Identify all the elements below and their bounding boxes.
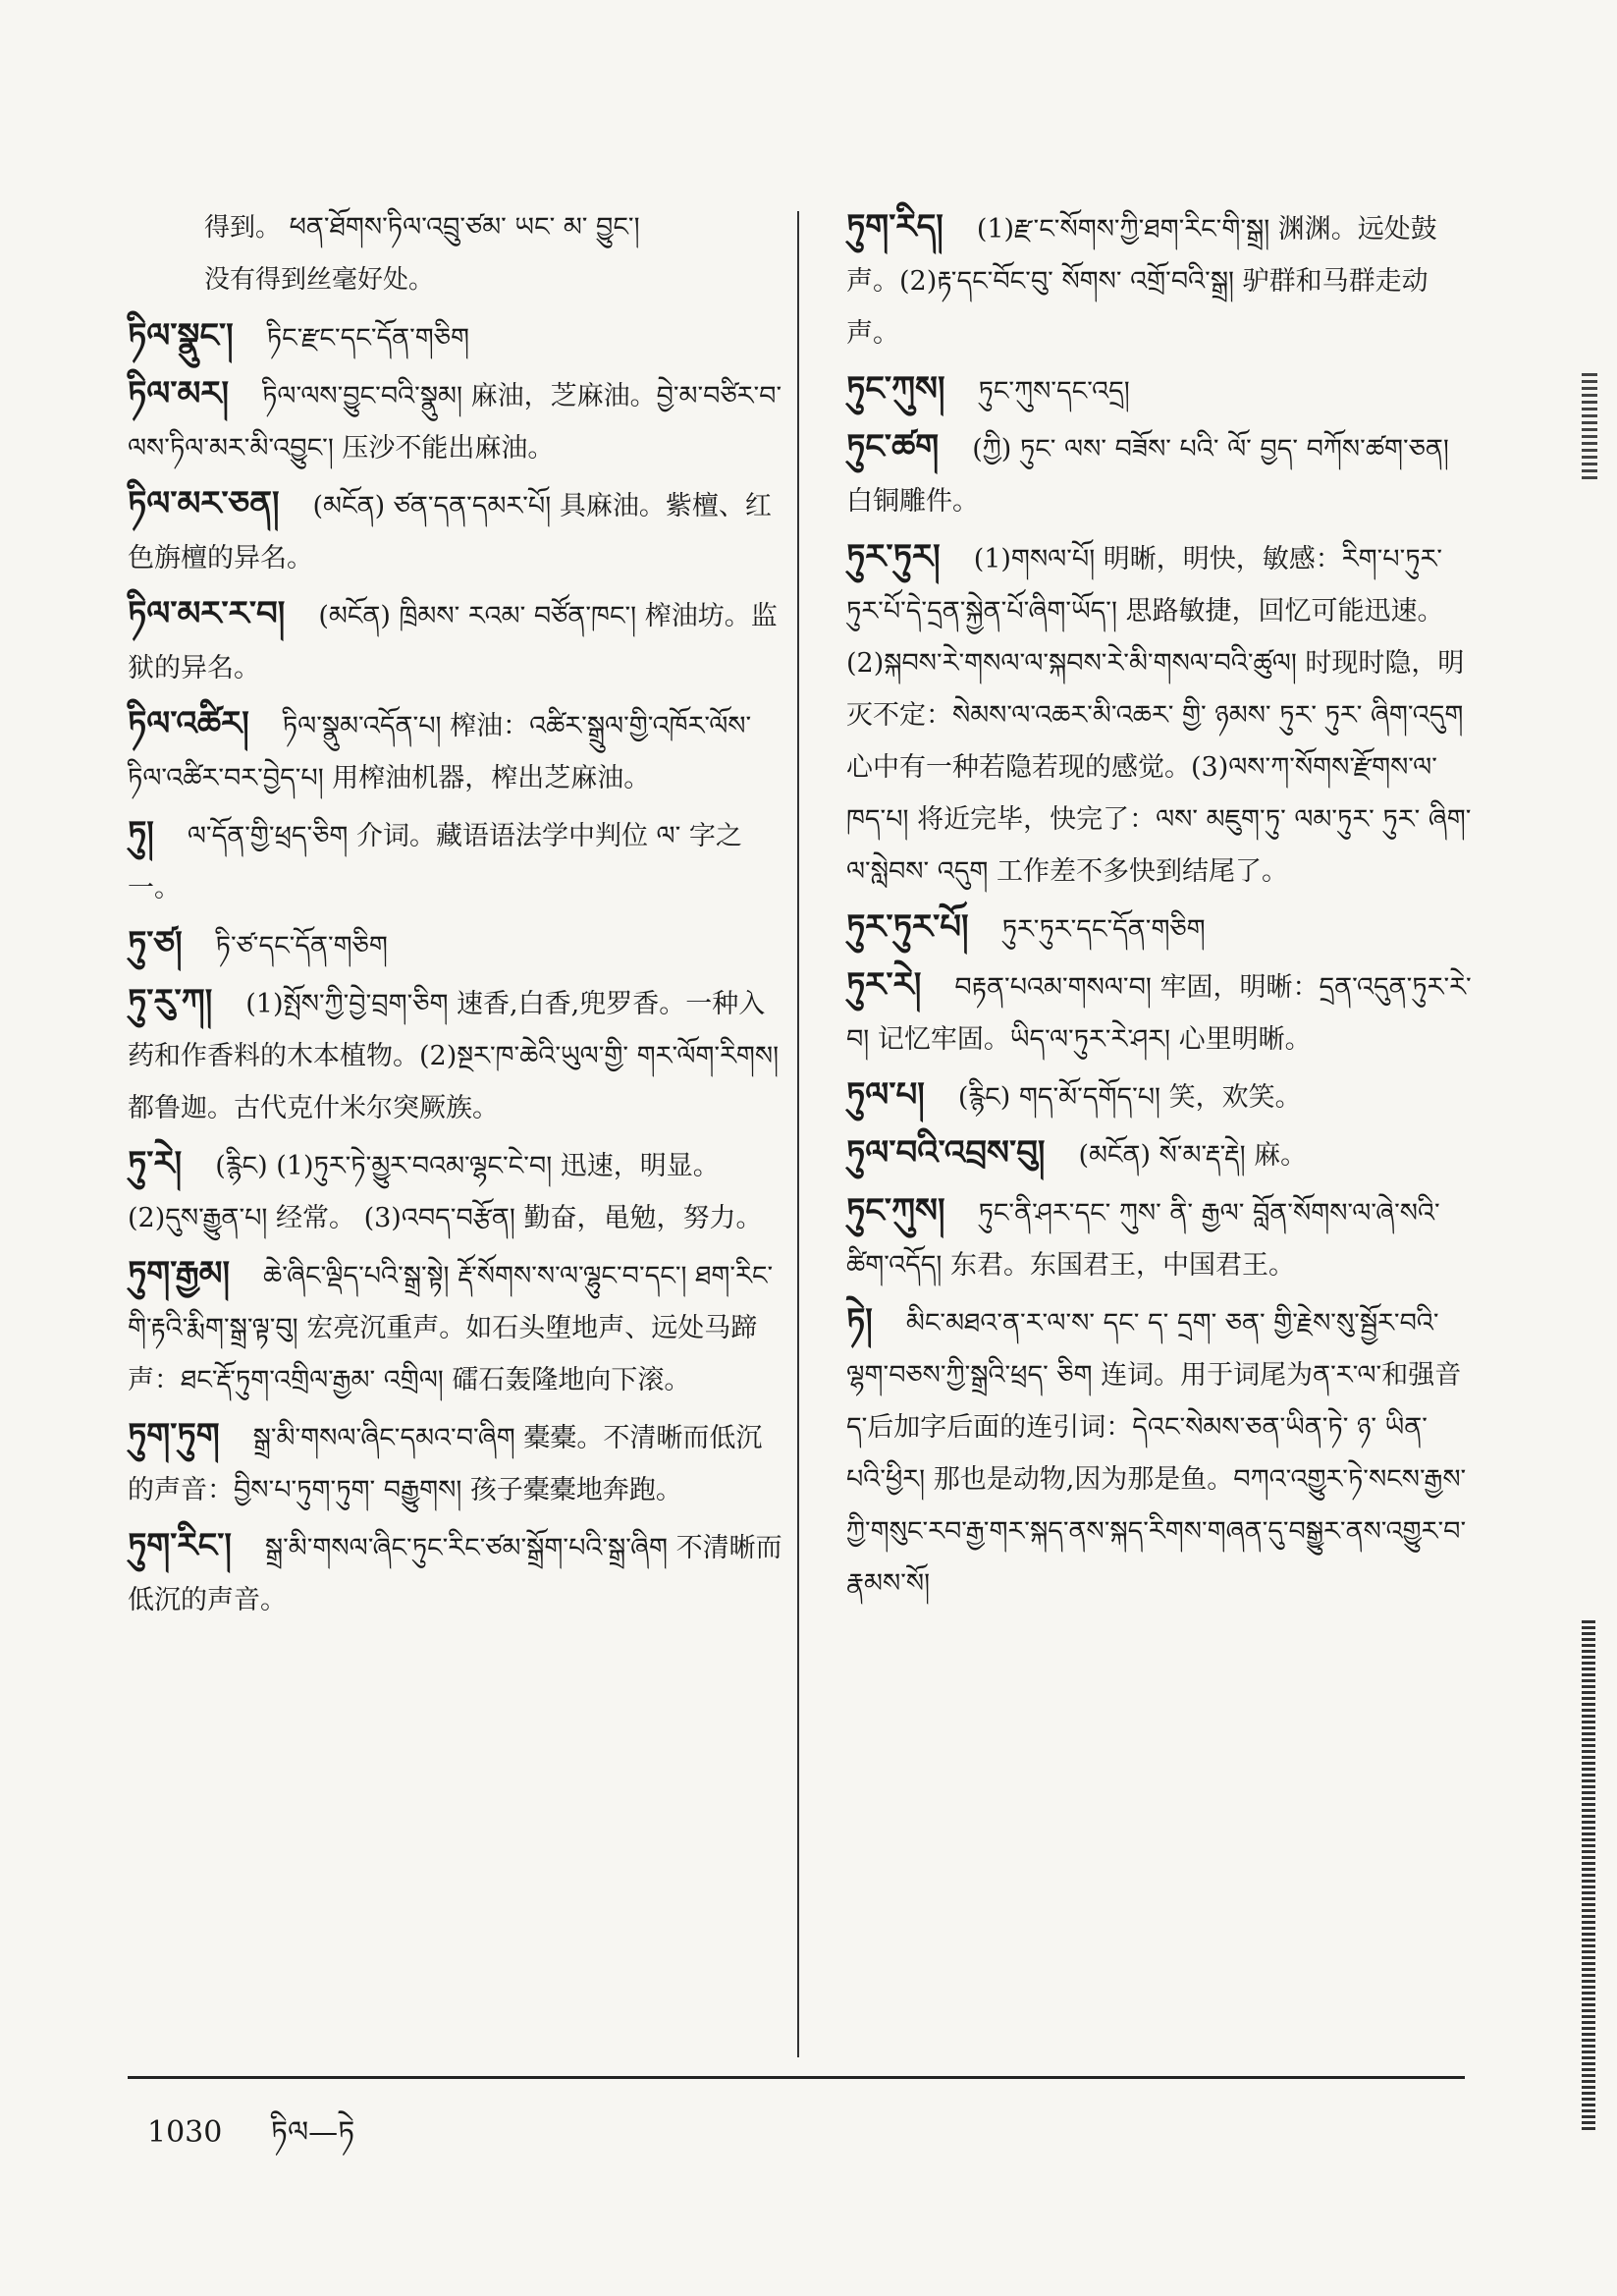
right-column [846, 201, 1475, 1613]
entry-definition: བརྟན་པའམ་གསལ་བ། 牢固，明晰：དྲན་འདུན་ཏུར་རེ་བ། 记忆牢固。ཡིད་ལ་ཏུར་རེ་ཤར། 心里明晰。 [846, 972, 1472, 1055]
edge-scan-mark [1582, 373, 1597, 481]
dictionary-entry [846, 363, 1475, 417]
entry-definition: ཏུར་ཏུར་དང་དོན་གཅིག [1001, 914, 1206, 945]
entry-headword: ཏུ་རུ་ཀ། [128, 982, 213, 1021]
dictionary-entry [128, 1138, 785, 1244]
entry-definition: (ཀྱི) ཏུང་ ལས་ བཟོས་ པའི་ ལོ་ བྱད་ བཀོས་ཚག་ཅན། 白铜雕件。 [846, 434, 1449, 517]
dictionary-entry [846, 1127, 1475, 1181]
dictionary-entry [128, 698, 785, 804]
dictionary-entry [128, 368, 785, 474]
dictionary-entry [846, 902, 1475, 956]
entry-headword: ཏུང་ཀུས། [846, 369, 945, 409]
entry-headword: ཏིལ་སྣུང་། [128, 316, 234, 355]
dictionary-entry [846, 1185, 1475, 1291]
right-entries [846, 201, 1475, 1610]
entry-definition: (རྙིང) (1)ཏུར་ཏེ་མྱུར་བའམ་ལྷང་ངེ་བ། 迅速，明显。(2)དུས་རྒྱུན་པ། 经常。 (3)འབད་བརྩོན། 勤奋，黾勉，努力。 [128, 1151, 763, 1233]
entry-definition: ལ་དོན་གྱི་ཕྲད་ཅིག 介词。藏语语法学中判位 ལ་ 字之一。 [128, 821, 742, 903]
entry-headword: ཏུར་རེ། [846, 965, 922, 1005]
continuation-zh-start: 得到。 [204, 213, 282, 243]
entry-headword: ཏུར་ཏུར་པོ། [846, 907, 969, 947]
entry-definition: (1)གསལ་པོ། 明晰，明快，敏感：རིག་པ་ཏུར་ཏུར་པོ་དེ་དྲན་སྐྱེན་པོ་ཞིག་ཡོད་། 思路敏捷，回忆可能迅速。(2)སྐབས་རེ་གསལ་ལ་སྐབས་རེ་མི་གསལ་བའི་ཚུལ། 时现时隐，明灭不定：སེམས་ལ་འཆར་མི་འཆར་ གྱི་ ཉམས་ ཏུར་ ཏུར་ ཞིག་འདུག 心中有一种若隐若现的感觉。(3)ལས་ཀ་སོགས་རྫོགས་ལ་ཁད་པ། 将近完毕，快完了：ལས་ མཇུག་ཏུ་ ལམ་ཏུར་ ཏུར་ ཞིག་ལ་སླེབས་ འདུག 工作差不多快到结尾了。 [846, 544, 1472, 887]
dictionary-entry [846, 201, 1475, 359]
entry-definition: ཏི་ཙ་དང་དོན་གཅིག [215, 931, 388, 961]
entry-headword: ཏུལ་པ། [846, 1075, 925, 1115]
edge-scan-strip [1582, 1620, 1595, 2131]
page-footer [147, 2100, 354, 2182]
entry-definition: ཆེ་ཞིང་ལྡིད་པའི་སྒྲ་སྟེ། རྡོ་སོགས་ས་ལ་ལྷུང་བ་དང་། ཐག་རིང་གི་རྟའི་རྨིག་སྒྲ་ལྟ་བུ། 宏亮沉重声。如石头堕地声、远处马蹄声：ཐང་རྡོ་ཏུག་འགྲིལ་རྒྱམ་ འགྲིལ། 礌石轰隆地向下滚。 [128, 1261, 774, 1395]
entry-definition: (མངོན) སོ་མ་རྡ་རྡེ། 麻。 [1078, 1140, 1308, 1171]
dictionary-entry [128, 918, 785, 972]
entry-headword: ཏིལ་མར། [128, 374, 230, 413]
entry-headword: ཏིལ་མར་ར་བ། [128, 594, 286, 633]
continuation-tibetan: ཕན་ཐོགས་ཏིལ་འབྲུ་ཙམ་ ཡང་ མ་ བྱུང་། [289, 212, 640, 243]
entry-headword: ཏུ། [128, 814, 154, 853]
entry-headword: ཏུག་རིང་། [128, 1526, 232, 1565]
footer-rule [128, 2076, 1465, 2079]
entry-headword: ཏུ་ཙ། [128, 924, 183, 963]
entry-definition: (1)རྫ་ང་སོགས་ཀྱི་ཐག་རིང་གི་སྒྲ། 渊渊。远处鼓声。(2)རྟ་དང་བོང་བུ་ སོགས་ འགྲོ་བའི་སྒྲ། 驴群和马群走动声。 [846, 214, 1437, 349]
dictionary-entry [128, 310, 785, 364]
entry-headword: ཏུང་ཀུས། [846, 1191, 945, 1230]
entry-definition: ཏིང་རྫང་དང་དོན་གཅིག [266, 323, 469, 354]
entry-headword: ཏིལ་མར་ཅན། [128, 484, 280, 523]
dictionary-entry [846, 959, 1475, 1066]
entry-definition: ཏིལ་ལས་བྱུང་བའི་སྣུམ། 麻油，芝麻油。བྱེ་མ་བཙིར་བ་ལས་ཏིལ་མར་མི་འབྱུང་། 压沙不能出麻油。 [128, 381, 782, 464]
entry-definition: སྒྲ་མི་གསལ་ཞིང་ཏུང་རིང་ཙམ་སྒྲོག་པའི་སྒྲ་ཞིག 不清晰而低沉的声音。 [128, 1533, 782, 1615]
entry-definition: (རྙིང) གད་མོ་དགོད་པ། 笑，欢笑。 [957, 1082, 1302, 1113]
left-entries [128, 310, 785, 1626]
dictionary-entry [846, 421, 1475, 527]
entry-definition: མིང་མཐའ་ན་ར་ལ་ས་ དང་ ད་ དྲག་ ཅན་ གྱི་རྗེས་སུ་སྦྱོར་བའི་ལྷག་བཅས་ཀྱི་སྒྲའི་ཕྲད་ ཅིག 连词。用于词尾为ན་ར་ལ་和强音ད་后加字后面的连引词：དེའང་སེམས་ཅན་ཡིན་ཏེ་ ཉ་ ཡིན་ པའི་ཕྱིར། 那也是动物,因为那是鱼。བཀའ་འགྱུར་ཏེ་སངས་རྒྱས་ཀྱི་གསུང་རབ་རྒྱ་གར་སྐད་ནས་སྐད་རིགས་གཞན་དུ་བསྒྱུར་ནས་འགྱུར་བ་རྣམས་སོ། [846, 1308, 1467, 1599]
dictionary-entry [128, 478, 785, 584]
dictionary-entry [128, 1410, 785, 1516]
entry-headword: ཏེ། [846, 1301, 873, 1340]
page-number: 1030 [147, 2115, 223, 2150]
dictionary-entry [128, 808, 785, 914]
entry-headword: ཏུག་ཏུག [128, 1416, 220, 1455]
dictionary-entry [846, 531, 1475, 898]
entry-definition: ཏུང་ཀུས་དང་འདྲ། [978, 376, 1130, 407]
entry-definition: (མངོན) ཙན་དན་དམར་པོ། 具麻油。紫檀、红色旃檀的异名。 [128, 491, 772, 574]
continuation-zh: 没有得到丝毫好处。 [204, 265, 435, 295]
dictionary-entry [128, 588, 785, 694]
column-divider [797, 211, 799, 2057]
entry-headword: ཏུང་ཚག [846, 427, 940, 466]
dictionary-entry [128, 976, 785, 1134]
entry-definition: ཏུང་ནི་ཤར་དང་ ཀུས་ ནི་ རྒྱལ་ བློན་སོགས་ལ་ཞེ་སའི་ཚིག་འདོད། 东君。东国君王，中国君王。 [846, 1198, 1440, 1281]
entry-headword: ཏུ་རེ། [128, 1144, 183, 1183]
entry-definition: (མངོན) ཁྲིམས་ རའམ་ བཙོན་ཁང་། 榨油坊。监狱的异名。 [128, 601, 778, 683]
entry-definition: ཏིལ་སྣུམ་འདོན་པ། 榨油：འཚིར་སྒྲུལ་གྱི་འཁོར་ལོས་ཏིལ་འཚིར་བར་བྱེད་པ། 用榨油机器，榨出芝麻油。 [128, 711, 752, 793]
dictionary-entry [128, 1520, 785, 1626]
entry-definition: སྒྲ་མི་གསལ་ཞིང་དམའ་བ་ཞིག 橐橐。不清晰而低沉的声音：བྱིས་པ་ཏུག་ཏུག་ བརྒྱུགས། 孩子橐橐地奔跑。 [128, 1423, 763, 1505]
entry-definition: (1)སྤོས་ཀྱི་བྱེ་བྲག་ཅིག 速香,白香,兜罗香。一种入药和作香料的木本植物。(2)སྔར་ཁ་ཆེའི་ཡུལ་གྱི་ གར་ལོག་རིགས། 都鲁迦。古代克什米尔突厥族。 [128, 989, 780, 1123]
entry-headword: ཏུག་རིད། [846, 207, 943, 246]
dictionary-entry [846, 1295, 1475, 1610]
page-range: ཏིལ—ཏེ [270, 2115, 355, 2150]
dictionary-entry [846, 1069, 1475, 1123]
continuation-entry [128, 201, 785, 306]
entry-headword: ཏིལ་འཚིར། [128, 704, 249, 743]
entry-headword: ཏུར་ཏུར། [846, 537, 941, 576]
left-column [128, 201, 785, 1630]
entry-headword: ཏུག་རྒྱམ། [128, 1254, 231, 1293]
entry-headword: ཏུལ་བའི་འབྲས་བུ། [846, 1133, 1046, 1173]
dictionary-entry [128, 1248, 785, 1406]
